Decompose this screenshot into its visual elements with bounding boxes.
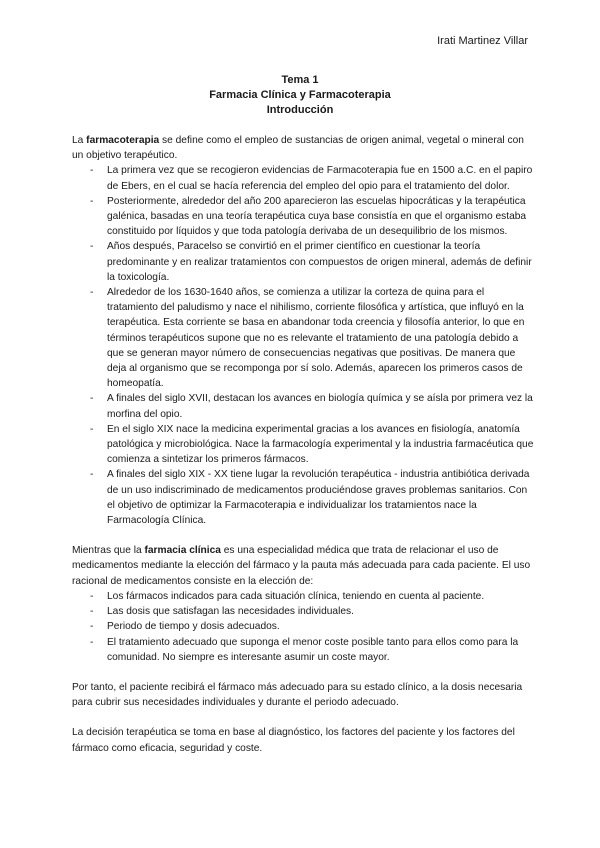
topic-title: Tema 1 [281, 74, 319, 86]
title-block [0, 73, 600, 118]
list-item: - Años después, Paracelso se convirtió en el primer científico en cuestionar la teoría predominante y en realizar tratamientos con compuestos de origen mineral, además de definir la toxicología. [72, 239, 534, 285]
term-farmacoterapia: farmacoterapia [86, 135, 160, 146]
rational-use-list [72, 589, 534, 665]
list-item: - El tratamiento adecuado que suponga el menor coste posible tanto para ellos como para la comunidad. No siempre es interesante asumir un coste mayor. [72, 635, 534, 665]
intro-text-pre: La [72, 135, 87, 146]
list-item: - Alrededor de los 1630-1640 años, se comienza a utilizar la corteza de quina para el tratamiento del paludismo y nace el nihilismo, corriente filosófica y artística, que influyó en la terapéutica. Esta corriente se basa en abandonar toda creencia y filosofía anterior, lo que en términos terapéuticos supone que no es relevante el tratamiento de una patología debido a que se generan mayor número de consecuencias negativas que positivas. De manera que deja al organismo que se recomponga por sí solo. Además, aparecen los primeros casos de homeopatía. [72, 285, 534, 391]
intro-text-post: se define como el empleo de sustancias de origen animal, vegetal o mineral con un objetivo terapéutico. [72, 135, 524, 162]
list-item: - Periodo de tiempo y dosis adecuados. [72, 619, 534, 634]
intro-paragraph [72, 133, 534, 163]
clinical-text-pre: Mientras que la [72, 545, 145, 557]
decision-paragraph: La decisión terapéutica se toma en base al diagnóstico, los factores del paciente y los factores del fármaco como eficacia, seguridad y coste. [72, 727, 515, 754]
list-item: - Los fármacos indicados para cada situación clínica, teniendo en cuenta al paciente. [72, 589, 534, 604]
list-item: - A finales del siglo XIX - XX tiene lugar la revolución terapéutica - industria antibiótica derivada de un uso indiscriminado de medicamentos produciéndose graves problemas sanitarios. Con el objetivo de optimizar la Farmacoterapia e individualizar los tratamientos nace la Farmacología Clínica. [72, 467, 534, 528]
section-title: Introducción [266, 104, 334, 116]
history-list [72, 163, 534, 528]
list-item: - A finales del siglo XVII, destacan los avances en biología química y se aísla por primera vez la morfina del opio. [72, 391, 534, 421]
list-item: - Posteriormente, alrededor del año 200 aparecieron las escuelas hipocráticas y la terapéutica galénica, basadas en una teoría terapéutica cuya base consistía en que el organismo estaba constituido por líquidos y que toda patología derivaba de un desequilibrio de los mismos. [72, 194, 534, 240]
conclusion-paragraph: Por tanto, el paciente recibirá el fármaco más adecuado para su estado clínico, a la dosis necesaria para cubrir sus necesidades individuales y durante el periodo adecuado. [72, 681, 523, 709]
clinical-text-post: es una especialidad médica que trata de relacionar el uso de medicamentos mediante la elección del fármaco y la pauta más adecuada para cada paciente. El uso racional de medicamentos consiste en la elección de: [72, 545, 531, 587]
list-item: - Las dosis que satisfagan las necesidades individuales. [72, 604, 534, 619]
document-body [72, 133, 534, 756]
clinical-pharmacy-paragraph [72, 543, 534, 589]
subject-title: Farmacia Clínica y Farmacoterapia [209, 89, 391, 101]
author-name: Irati Martinez Villar [437, 35, 528, 47]
list-item: - La primera vez que se recogieron evidencias de Farmacoterapia fue en 1500 a.C. en el papiro de Ebers, en el cual se hacía referencia del empleo del opio para el tratamiento del dolor. [72, 163, 534, 193]
list-item: - En el siglo XIX nace la medicina experimental gracias a los avances en fisiología, anatomía patológica y microbiológica. Nace la farmacología experimental y la industria farmacéutica que comienza a sintetizar los primeros fármacos. [72, 422, 534, 468]
term-farmacia-clinica: farmacia clínica [144, 545, 221, 557]
